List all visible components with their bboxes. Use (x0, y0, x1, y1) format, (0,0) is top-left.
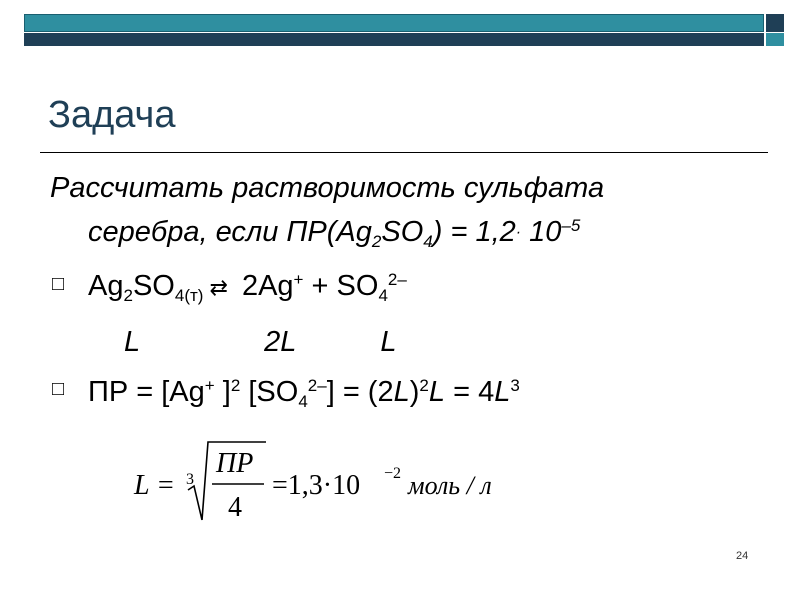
problem-text-line2 (88, 216, 580, 252)
eq3-e: ) (409, 376, 420, 408)
problem-line2-part-c: ) = 1,2 (432, 216, 516, 248)
eq3-sq2: 2 (419, 376, 429, 395)
eq3-b: ] (214, 376, 231, 408)
page-number: 24 (736, 550, 749, 562)
problem-line2-part-b: SO (381, 216, 424, 248)
bullet-square-icon: □ (52, 273, 65, 295)
eq3-cube: 3 (510, 376, 520, 395)
eq3-sub4: 4 (298, 392, 308, 411)
solubility-row (124, 326, 397, 359)
eq3-c: [SO (240, 376, 299, 408)
eq3-a: ПР = [Ag (88, 376, 205, 408)
eq1-plus-sup: + (293, 270, 304, 289)
problem-sub-4: 4 (423, 232, 433, 251)
eq3-f: = 4 (445, 376, 495, 408)
bullet-square-icon: □ (52, 378, 65, 400)
eq2-l2: 2L (264, 326, 297, 358)
formula-unit: моль / л (408, 471, 492, 500)
header-bar-top (24, 14, 764, 32)
eq3-L2: L (428, 376, 446, 408)
problem-line2-part-d: 10 (529, 216, 562, 248)
eq3-sup2m: 2– (307, 376, 327, 395)
problem-sub-2: 2 (371, 232, 382, 251)
title-divider (40, 152, 768, 153)
formula-root-index: 3 (186, 471, 194, 488)
eq3-sq: 2 (230, 376, 241, 395)
solubility-formula (132, 440, 532, 530)
formula-denominator: 4 (228, 492, 242, 523)
eq1-sub4: 4 (378, 286, 388, 305)
problem-line2-part-a: серебра, если ПР(Ag (88, 216, 372, 248)
eq1-sup2m: 2– (387, 270, 407, 289)
formula-rhs: =1,3·10 (272, 470, 361, 501)
problem-dot: · (515, 224, 522, 241)
eq1-rhs-b: + SO (303, 270, 379, 302)
eq2-l1: L (124, 326, 141, 358)
header-square-bottom (766, 33, 784, 46)
problem-text-line1 (50, 172, 604, 205)
eq1-ag: Ag (88, 270, 124, 302)
header-bar-bottom (24, 33, 764, 46)
equilibrium-arrow-icon: ⇄ (209, 275, 228, 300)
eq3-plus-sup: + (204, 376, 215, 395)
eq3-d: ] = (2 (326, 376, 394, 408)
eq1-rhs-a: 2Ag (241, 270, 294, 302)
formula-numerator: ПР (216, 448, 254, 479)
formula-exponent: −2 (384, 465, 402, 482)
problem-line1-text: Рассчитать растворимость сульфата (50, 172, 605, 204)
header-square-top (766, 14, 784, 32)
formula-lhs: L = (134, 470, 175, 501)
slide-title: Задача (48, 94, 176, 136)
solubility-product-equation (88, 376, 520, 412)
eq1-sub2: 2 (123, 286, 133, 305)
eq1-so: SO (132, 270, 175, 302)
eq3-L1: L (393, 376, 410, 408)
eq1-sub4t: 4(т) (174, 286, 204, 305)
eq3-L3: L (494, 376, 511, 408)
eq2-l3: L (380, 326, 397, 358)
dissociation-equation (88, 270, 407, 306)
problem-exponent: –5 (561, 216, 581, 235)
